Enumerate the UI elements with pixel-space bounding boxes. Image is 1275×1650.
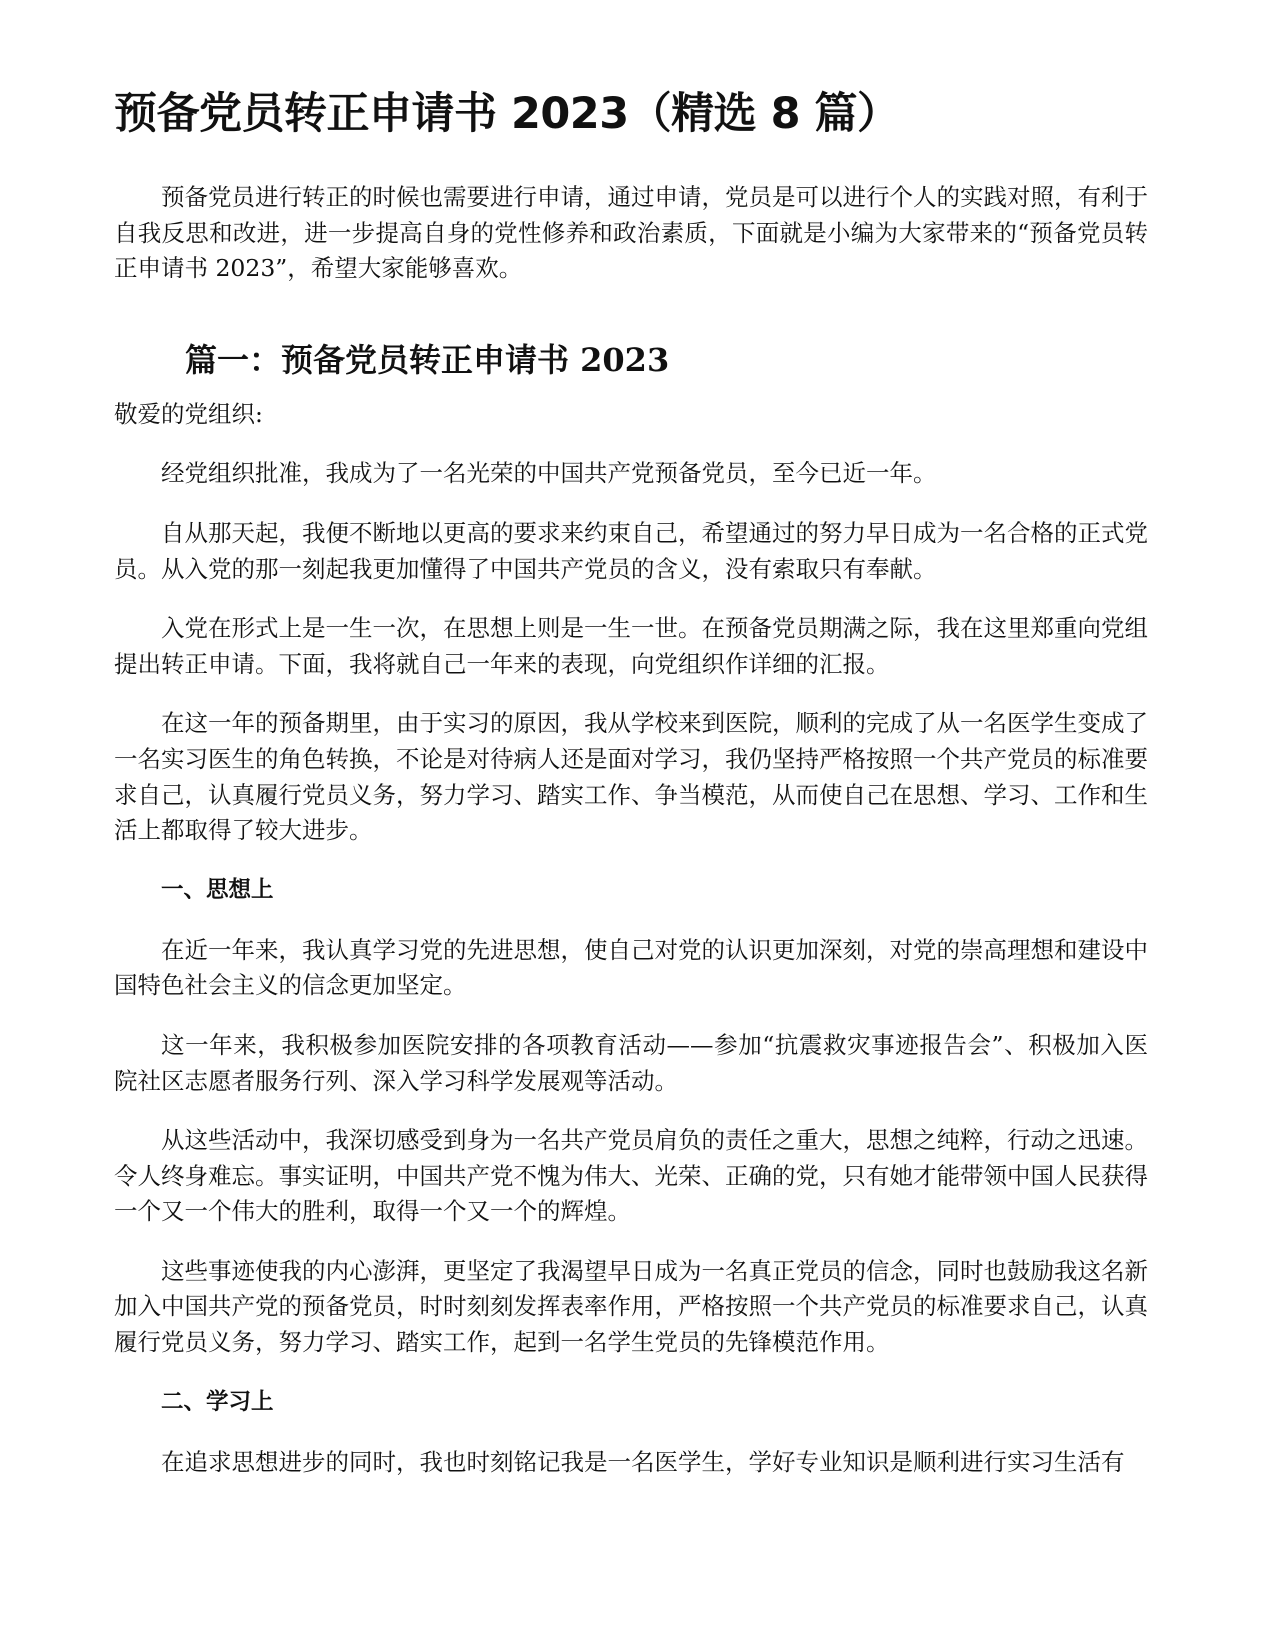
- body-paragraph: 在这一年的预备期里，由于实习的原因，我从学校来到医院，顺利的完成了从一名医学生变成了一名实习医生的角色转换，不论是对待病人还是面对学习，我仍坚持严格按照一个共产党员的标准要求自己，认真履行党员义务，努力学习、踏实工作、争当模范，从而使自己在思想、学习、工作和生活上都取得了较大进步。: [114, 709, 1148, 845]
- body-paragraph: 在近一年来，我认真学习党的先进思想，使自己对党的认识更加深刻，对党的崇高理想和建设中国特色社会主义的信念更加坚定。: [114, 935, 1148, 1000]
- subheading-study: 二、学习上: [161, 1388, 274, 1415]
- body-paragraph: 从这些活动中，我深切感受到身为一名共产党员肩负的责任之重大，思想之纯粹，行动之迅速。令人终身难忘。事实证明，中国共产党不愧为伟大、光荣、正确的党，只有她才能带领中国人民获得一个又一个伟大的胜利，取得一个又一个的辉煌。: [114, 1126, 1148, 1226]
- body-paragraph: 入党在形式上是一生一次，在思想上则是一生一世。在预备党员期满之际，我在这里郑重向党组提出转正申请。下面，我将就自己一年来的表现，向党组织作详细的汇报。: [114, 614, 1148, 678]
- intro-paragraph: 预备党员进行转正的时候也需要进行申请，通过申请，党员是可以进行个人的实践对照，有利于自我反思和改进，进一步提高自身的党性修养和政治素质，下面就是小编为大家带来的“预备党员转正申请书 2023”，希望大家能够喜欢。: [114, 183, 1148, 283]
- body-paragraph: 经党组织批准，我成为了一名光荣的中国共产党预备党员，至今已近一年。: [161, 459, 937, 488]
- document-title: 预备党员转正申请书 2023（精选 8 篇）: [114, 89, 900, 139]
- body-paragraph: 自从那天起，我便不断地以更高的要求来约束自己，希望通过的努力早日成为一名合格的正式党员。从入党的那一刻起我更加懂得了中国共产党员的含义，没有索取只有奉献。: [114, 518, 1148, 583]
- salutation: 敬爱的党组织:: [114, 399, 263, 428]
- document-page: [114, 82, 1148, 1504]
- body-paragraph: 这些事迹使我的内心澎湃，更坚定了我渴望早日成为一名真正党员的信念，同时也鼓励我这名新加入中国共产党的预备党员，时时刻刻发挥表率作用，严格按照一个共产党员的标准要求自己，认真履行党员义务，努力学习、踏实工作，起到一名学生党员的先锋模范作用。: [114, 1256, 1148, 1357]
- section-heading-1: 篇一：预备党员转正申请书 2023: [185, 340, 670, 379]
- subheading-thought: 一、思想上: [161, 876, 274, 903]
- body-paragraph: 在追求思想进步的同时，我也时刻铭记我是一名医学生，学好专业知识是顺利进行实习生活有: [161, 1447, 1125, 1476]
- body-paragraph: 这一年来，我积极参加医院安排的各项教育活动——参加“抗震救灾事迹报告会”、积极加入医院社区志愿者服务行列、深入学习科学发展观等活动。: [114, 1030, 1148, 1095]
